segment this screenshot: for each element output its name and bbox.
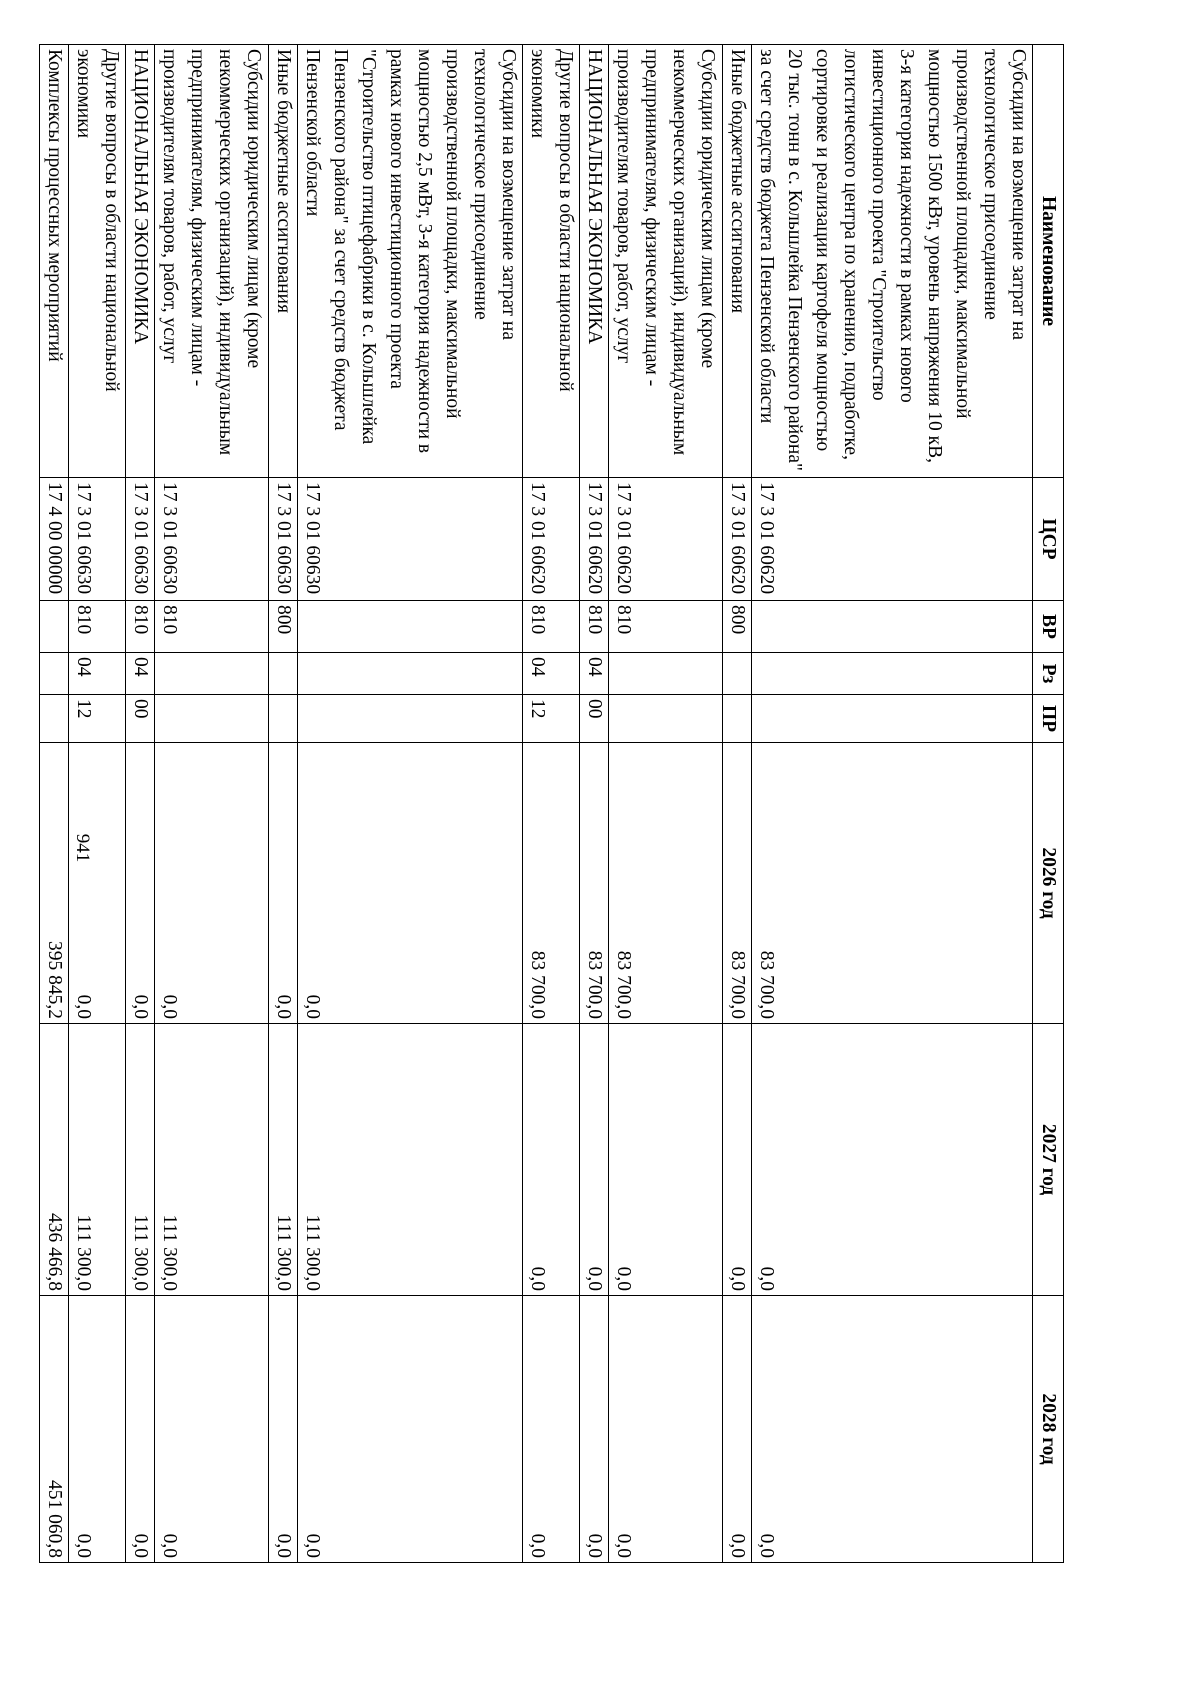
cell-2027: 111 300,0 <box>69 1024 126 1296</box>
cell-pr: 12 <box>523 695 580 743</box>
cell-rz <box>155 653 269 695</box>
cell-vr <box>752 601 1033 653</box>
header-csr: ЦСР <box>1033 478 1064 601</box>
cell-vr: 810 <box>69 601 126 653</box>
cell-pr <box>269 695 298 743</box>
cell-name: Комплексы процессных мероприятий <box>40 45 69 478</box>
cell-2027: 0,0 <box>523 1024 580 1296</box>
cell-2027: 111 300,0 <box>298 1024 523 1296</box>
cell-2026: 395 845,2 <box>40 743 69 1024</box>
cell-2026: 83 700,0 <box>580 743 609 1024</box>
cell-2028: 0,0 <box>69 1296 126 1563</box>
cell-pr <box>723 695 752 743</box>
header-vr: ВР <box>1033 601 1064 653</box>
cell-csr: 17 3 01 60630 <box>69 478 126 601</box>
cell-2027: 111 300,0 <box>126 1024 155 1296</box>
cell-vr <box>40 601 69 653</box>
table-row <box>609 45 723 1563</box>
table-row <box>40 45 69 1563</box>
table-row <box>752 45 1033 1563</box>
cell-2026: 83 700,0 <box>523 743 580 1024</box>
cell-2026: 83 700,0 <box>609 743 723 1024</box>
cell-csr: 17 3 01 60620 <box>609 478 723 601</box>
cell-2027: 111 300,0 <box>269 1024 298 1296</box>
cell-rz: 04 <box>523 653 580 695</box>
cell-vr: 800 <box>723 601 752 653</box>
table-header-row <box>1033 45 1064 1563</box>
cell-csr: 17 3 01 60620 <box>723 478 752 601</box>
cell-2027: 436 466,8 <box>40 1024 69 1296</box>
cell-rz <box>723 653 752 695</box>
cell-2026: 0,0 <box>155 743 269 1024</box>
cell-2027: 111 300,0 <box>155 1024 269 1296</box>
cell-2026: 0,0 <box>298 743 523 1024</box>
cell-2026: 0,0 <box>126 743 155 1024</box>
cell-2028: 451 060,8 <box>40 1296 69 1563</box>
cell-rz <box>269 653 298 695</box>
table-row <box>126 45 155 1563</box>
cell-name: Другие вопросы в области национальной экономики <box>69 45 126 478</box>
table-row <box>269 45 298 1563</box>
cell-rz <box>298 653 523 695</box>
cell-vr: 810 <box>609 601 723 653</box>
header-2026: 2026 год <box>1033 743 1064 1024</box>
cell-pr <box>40 695 69 743</box>
header-name: Наименование <box>1033 45 1064 478</box>
cell-name: Субсидии юридическим лицам (кроме некоммерческих организаций), индивидуальным предпринимателям, физическим лицам - производителям товаров, работ, услуг <box>609 45 723 478</box>
cell-name: Другие вопросы в области национальной экономики <box>523 45 580 478</box>
cell-2027: 0,0 <box>609 1024 723 1296</box>
cell-csr: 17 3 01 60620 <box>523 478 580 601</box>
cell-name: Иные бюджетные ассигнования <box>723 45 752 478</box>
cell-2028: 0,0 <box>752 1296 1033 1563</box>
cell-pr <box>609 695 723 743</box>
table-row <box>723 45 752 1563</box>
cell-name: Субсидии юридическим лицам (кроме некоммерческих организаций), индивидуальным предпринимателям, физическим лицам - производителям товаров, работ, услуг <box>155 45 269 478</box>
cell-2026: 0,0 <box>269 743 298 1024</box>
cell-2028: 0,0 <box>269 1296 298 1563</box>
cell-2027: 0,0 <box>723 1024 752 1296</box>
header-2027: 2027 год <box>1033 1024 1064 1296</box>
cell-name: НАЦИОНАЛЬНАЯ ЭКОНОМИКА <box>580 45 609 478</box>
cell-csr: 17 3 01 60620 <box>752 478 1033 601</box>
cell-rz <box>609 653 723 695</box>
cell-rz: 04 <box>580 653 609 695</box>
cell-pr: 00 <box>580 695 609 743</box>
cell-rz <box>752 653 1033 695</box>
cell-pr <box>752 695 1033 743</box>
cell-csr: 17 3 01 60630 <box>298 478 523 601</box>
cell-2028: 0,0 <box>523 1296 580 1563</box>
table-row <box>155 45 269 1563</box>
cell-csr: 17 3 01 60630 <box>269 478 298 601</box>
cell-rz: 04 <box>69 653 126 695</box>
header-pr: ПР <box>1033 695 1064 743</box>
cell-2028: 0,0 <box>609 1296 723 1563</box>
table-row <box>298 45 523 1563</box>
cell-pr: 12 <box>69 695 126 743</box>
page-number: 941 <box>72 833 93 863</box>
cell-pr <box>155 695 269 743</box>
header-rz: Рз <box>1033 653 1064 695</box>
cell-2027: 0,0 <box>752 1024 1033 1296</box>
cell-pr: 00 <box>126 695 155 743</box>
cell-name: Субсидии на возмещение затрат на технологическое присоединение производственной площадки, максимальной мощностью 2,5 мВт, 3-я категория надежности в рамках нового инвестиционного проекта "Строительство птицефабрики в с. Кольшлейка Пензенского района" за счет средств бюджета Пензенской области <box>298 45 523 478</box>
table-row <box>523 45 580 1563</box>
cell-name: Субсидии на возмещение затрат на технологическое присоединение производственной площадки, максимальной мощностью 1500 кВт, уровень напряжения 10 кВ, 3-я категория надежности в рамках нового инвестиционного проекта "Строительство логистического центра по хранению, подработке, сортировке и реализации картофеля мощностью 20 тыс. тонн в с. Кольшлейка Пензенского района" за счет средств бюджета Пензенской области <box>752 45 1033 478</box>
cell-2026: 83 700,0 <box>723 743 752 1024</box>
cell-vr: 810 <box>580 601 609 653</box>
cell-name: НАЦИОНАЛЬНАЯ ЭКОНОМИКА <box>126 45 155 478</box>
cell-rz: 04 <box>126 653 155 695</box>
cell-vr: 800 <box>269 601 298 653</box>
cell-csr: 17 3 01 60630 <box>126 478 155 601</box>
cell-2026: 83 700,0 <box>752 743 1033 1024</box>
cell-2028: 0,0 <box>126 1296 155 1563</box>
table-row <box>69 45 126 1563</box>
cell-2028: 0,0 <box>155 1296 269 1563</box>
cell-vr: 810 <box>155 601 269 653</box>
cell-2027: 0,0 <box>580 1024 609 1296</box>
cell-2028: 0,0 <box>298 1296 523 1563</box>
cell-csr: 17 3 01 60620 <box>580 478 609 601</box>
cell-vr: 810 <box>126 601 155 653</box>
cell-2026: 0,0 <box>69 743 126 1024</box>
cell-pr <box>298 695 523 743</box>
cell-name: Иные бюджетные ассигнования <box>269 45 298 478</box>
cell-2028: 0,0 <box>580 1296 609 1563</box>
cell-vr <box>298 601 523 653</box>
header-2028: 2028 год <box>1033 1296 1064 1563</box>
table-row <box>580 45 609 1563</box>
cell-csr: 17 3 01 60630 <box>155 478 269 601</box>
cell-csr: 17 4 00 00000 <box>40 478 69 601</box>
cell-2028: 0,0 <box>723 1296 752 1563</box>
cell-rz <box>40 653 69 695</box>
cell-vr: 810 <box>523 601 580 653</box>
budget-table <box>39 44 1064 1563</box>
